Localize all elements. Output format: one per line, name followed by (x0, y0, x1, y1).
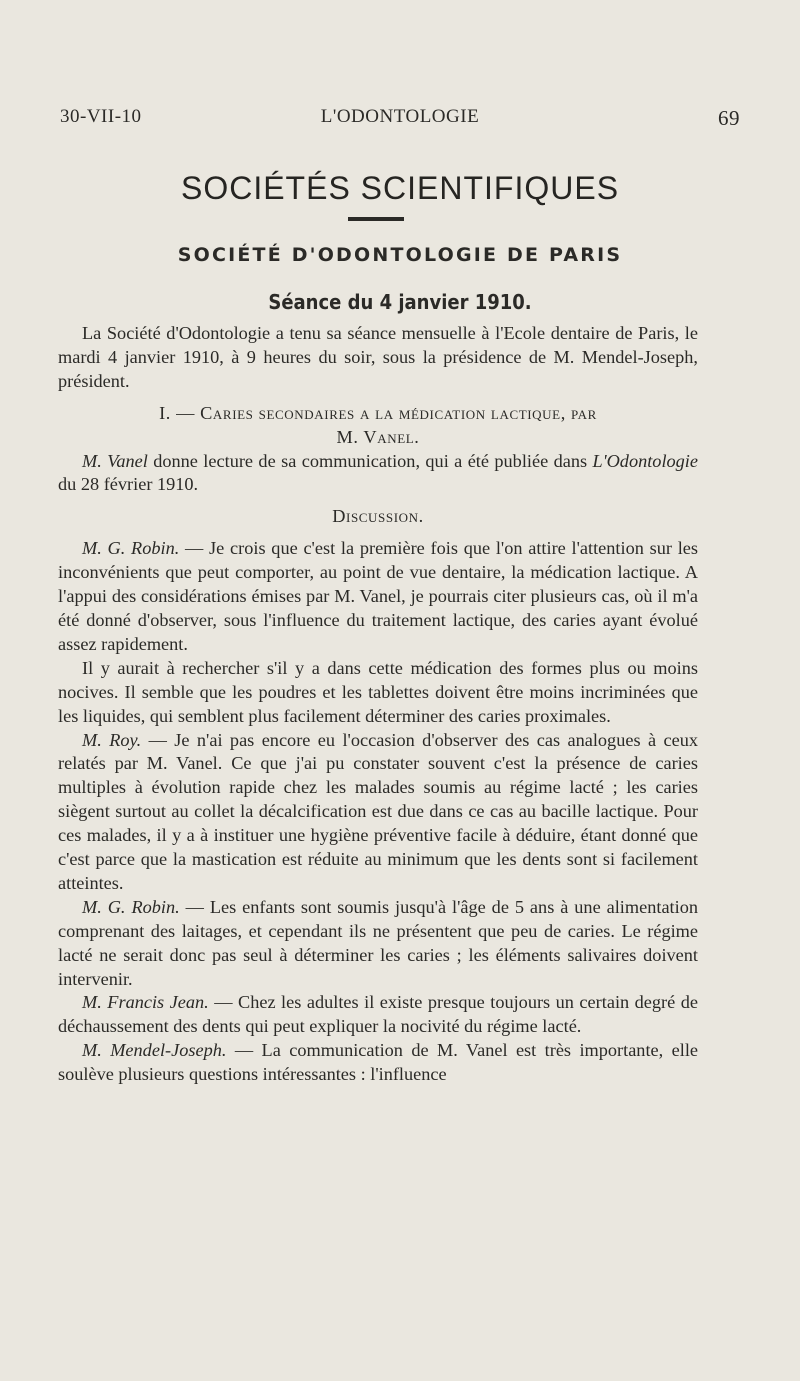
speaker-name: M. Roy. (82, 729, 142, 750)
paragraph-text: — Je n'ai pas encore eu l'occasion d'observer des cas analogues à ceux relatés par M. Vanel. Ce que j'ai pu constater souvent c'est la présence de caries multiples à évolution rapide chez les malades soumis au régime lacté ; les caries siègent surtout au collet la décalcification est due dans ce cas au bacille lactique. Pour ces malades, il y a à instituer une hygiène préventive facile à déduire, étant donné que c'est parce que la mastication est réduite au minimum que les dents sont si facilement atteintes. (58, 729, 698, 893)
discussion-paragraph (58, 1039, 698, 1087)
item-heading-line1: I. — Caries secondaires a la médication lactique, par (159, 402, 597, 423)
paragraph-text: — Je crois que c'est la première fois que l'on attire l'attention sur les inconvénients que peut comporter, au point de vue dentaire, la médication lactique. A l'appui des considérations émises par M. Vanel, je pourrais citer plusieurs cas, où il m'a été donné d'observer, sous l'influence du traitement lactique, des caries ayant évolué assez rapidement. (58, 538, 698, 654)
paragraph-text: — Chez les adultes il existe presque toujours un certain degré de déchaussement des dents qui peut expliquer la nocivité du régime lacté. (58, 992, 698, 1037)
section-title: SOCIÉTÉS SCIENTIFIQUES (180, 170, 620, 206)
speaker-name: M. Francis Jean. (82, 992, 209, 1013)
speaker-name: M. Vanel (82, 450, 148, 471)
journal-name: L'ODONTOLOGIE (320, 106, 480, 127)
article-body (58, 322, 698, 1087)
speaker-name: M. G. Robin. (82, 896, 180, 917)
paragraph-text: donne lecture de sa communication, qui a été publiée dans (147, 450, 593, 471)
intro-paragraph: La Société d'Odontologie a tenu sa séance mensuelle à l'Ecole dentaire de Paris, le mardi 4 janvier 1910, à 9 heures du soir, sous la présidence de M. Mendel-Joseph, président. (58, 323, 698, 391)
speaker-name: M. G. Robin. (82, 538, 180, 559)
discussion-paragraph (58, 729, 698, 896)
issue-date: 30-VII-10 (60, 106, 142, 127)
item-heading (58, 402, 698, 450)
society-title: SOCIÉTÉ D'ODONTOLOGIE DE PARIS (177, 244, 623, 266)
paragraph-text: du 28 février 1910. (58, 474, 199, 495)
paragraph-text: — La communication de M. Vanel est très importante, elle soulève plusieurs questions intéressantes : l'influence (58, 1040, 699, 1085)
title-divider (348, 217, 404, 221)
discussion-heading: Discussion. (332, 506, 424, 527)
item-heading-line2: M. Vanel. (336, 426, 420, 447)
vanel-paragraph (58, 450, 698, 498)
session-title: Séance du 4 janvier 1910. (268, 290, 532, 314)
running-head (60, 106, 740, 132)
speaker-name: M. Mendel-Joseph. (82, 1040, 227, 1061)
discussion-paragraph (58, 896, 698, 992)
page-number: 69 (718, 106, 740, 130)
paragraph-text: — Les enfants sont soumis jusqu'à l'âge de 5 ans à une alimentation comprenant des laitages, et cependant ils ne présentent que peu de caries. Le régime lacté ne serait donc pas seul à déterminer les caries ; les éléments salivaires doivent intervenir. (58, 896, 698, 989)
discussion-paragraph (58, 657, 698, 729)
journal-reference: L'Odontologie (592, 450, 699, 471)
discussion-paragraph (58, 991, 698, 1039)
paragraph-text: Il y aurait à rechercher s'il y a dans cette médication des formes plus ou moins nocives. Il semble que les poudres et les tablettes doivent être moins incriminées que les liquides, qui semblent plus facilement déterminer des caries proximales. (58, 657, 698, 726)
discussion-paragraph (58, 537, 698, 657)
